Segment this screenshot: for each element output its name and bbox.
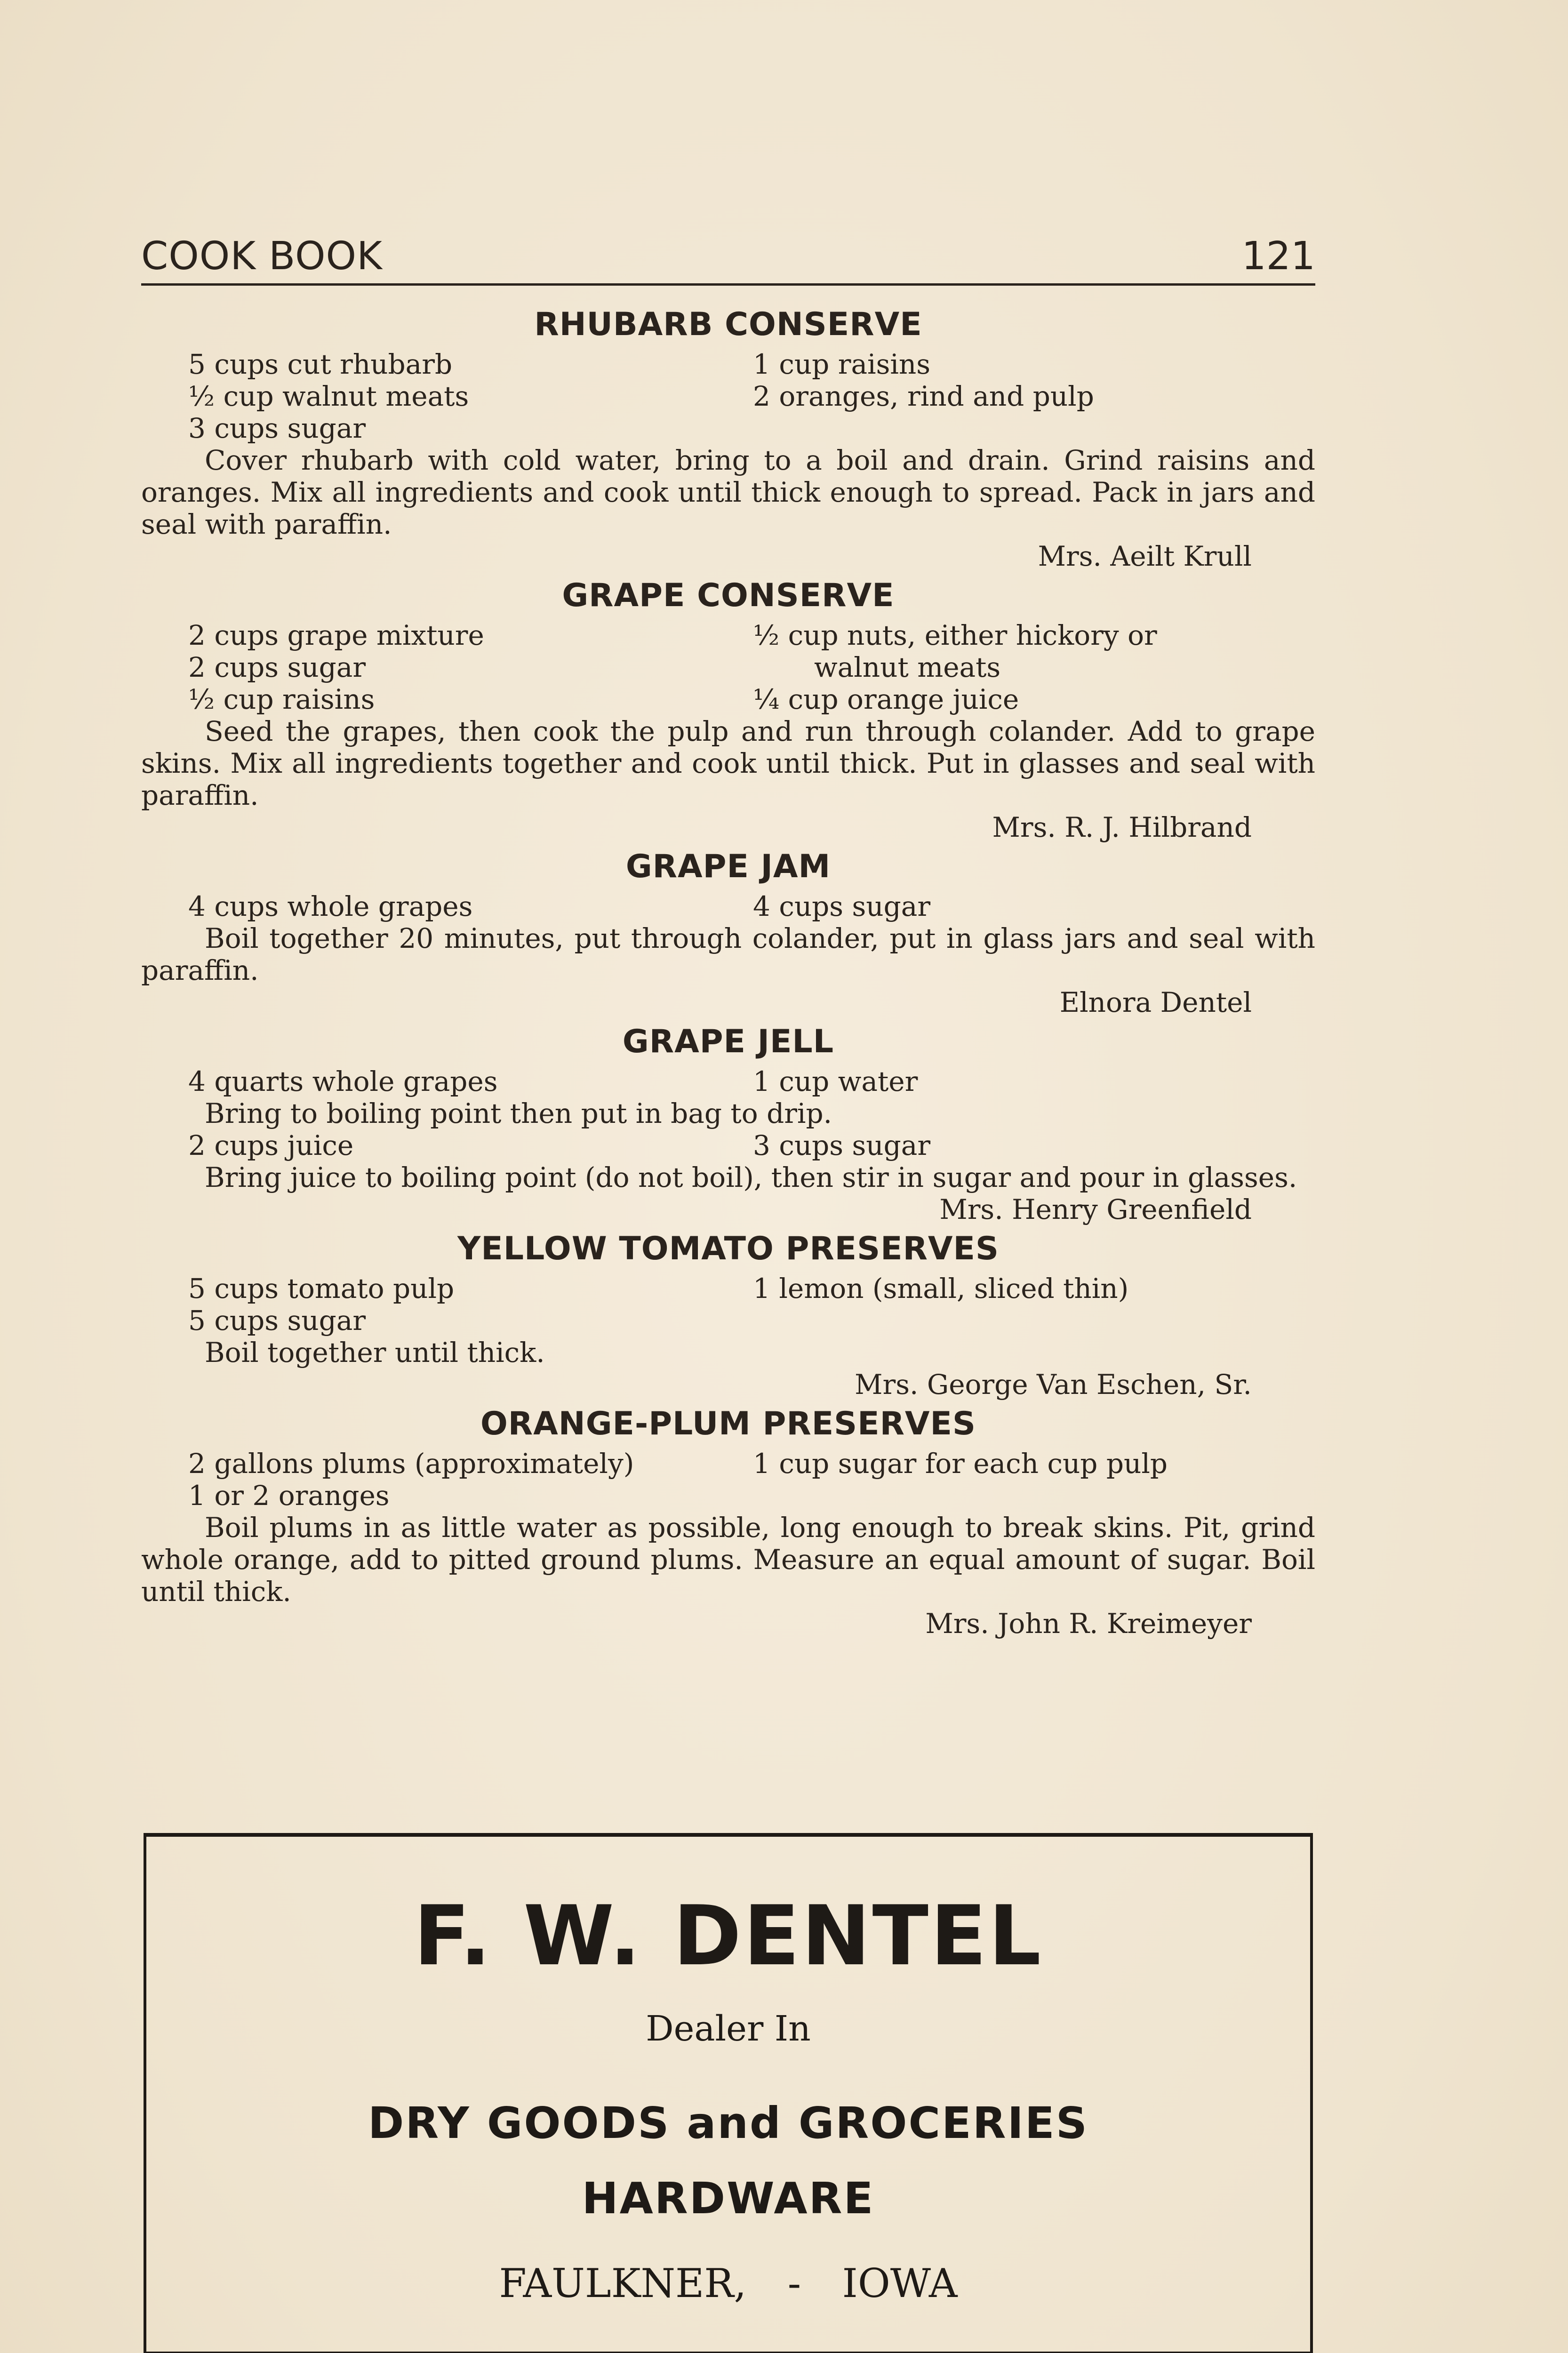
recipe-title: GRAPE CONSERVE [562, 577, 895, 614]
ingredient-row [141, 1305, 1315, 1337]
recipe-instructions: Seed the grapes, then cook the pulp and run through colander. Add to grape skins. Mix all ingredients together and cook until thick. Put in glasses and seal with paraffin. [141, 715, 1315, 811]
ingredient: 2 cups juice [188, 1129, 354, 1161]
recipe-grape-jam [141, 843, 1315, 1018]
advertisement [144, 1833, 1313, 2353]
page-header [141, 231, 1315, 286]
ingredient-row [141, 1480, 1315, 1512]
recipe-instructions: Boil plums in as little water as possible, long enough to break skins. Pit, grind whole orange, add to pitted ground plums. Measure an equal amount of sugar. Boil until thick. [141, 1512, 1315, 1608]
recipe-grape-jell [141, 1018, 1315, 1225]
ad-state: IOWA [842, 2260, 958, 2306]
ingredient: ½ cup nuts, either hickory or [753, 619, 1157, 651]
recipe-orange-plum-preserves [141, 1401, 1315, 1640]
recipe-title: YELLOW TOMATO PRESERVES [457, 1230, 999, 1267]
recipe-author: Mrs. George Van Eschen, Sr. [855, 1369, 1252, 1401]
recipe-title: ORANGE-PLUM PRESERVES [480, 1405, 976, 1442]
recipe-author: Mrs. John R. Kreimeyer [925, 1608, 1252, 1640]
ingredient-row [141, 1273, 1315, 1305]
ingredient: 5 cups sugar [188, 1305, 366, 1337]
ingredient: 1 or 2 oranges [188, 1480, 390, 1512]
recipe-title: GRAPE JELL [622, 1023, 834, 1060]
ingredient: ½ cup walnut meats [188, 380, 469, 412]
ingredient-row [141, 348, 1315, 380]
recipe-yellow-tomato-preserves [141, 1225, 1315, 1401]
ingredient: ¼ cup orange juice [753, 683, 1019, 715]
recipe-instructions: Boil together 20 minutes, put through colander, put in glass jars and seal with paraffin. [141, 922, 1315, 986]
ingredient-row [141, 412, 1315, 444]
ingredient: 1 lemon (small, sliced thin) [753, 1273, 1129, 1305]
ingredient-row [141, 619, 1315, 651]
ingredient: 4 cups whole grapes [188, 890, 473, 922]
ingredient: 5 cups tomato pulp [188, 1273, 455, 1305]
ingredient: 5 cups cut rhubarb [188, 348, 453, 380]
recipe-rhubarb-conserve [141, 301, 1315, 572]
recipe-instructions: Bring juice to boiling point (do not boil), then stir in sugar and pour in glasses. [205, 1161, 1297, 1193]
ingredient-row [141, 890, 1315, 922]
recipe-grape-conserve [141, 572, 1315, 843]
ingredient-row [141, 651, 1315, 683]
ingredient-row [141, 380, 1315, 412]
ingredient: 2 oranges, rind and pulp [753, 380, 1094, 412]
ad-location [146, 2260, 1310, 2306]
ingredient: 2 gallons plums (approximately) [188, 1448, 634, 1480]
recipe-title: GRAPE JAM [625, 848, 831, 885]
ingredient: 1 cup water [753, 1065, 918, 1097]
recipe-instructions: Bring to boiling point then put in bag to drip. [205, 1097, 832, 1129]
ad-hardware-line: HARDWARE [582, 2173, 875, 2224]
ingredient: 2 cups grape mixture [188, 619, 484, 651]
ingredient: 4 cups sugar [753, 890, 931, 922]
ingredient: 2 cups sugar [188, 651, 366, 683]
recipe-author: Elnora Dentel [1059, 986, 1252, 1018]
ingredient-row [141, 1448, 1315, 1480]
ingredient: 1 cup sugar for each cup pulp [753, 1448, 1168, 1480]
ad-business-name: F. W. DENTEL [413, 1889, 1043, 1984]
ad-city: FAULKNER, [499, 2260, 747, 2306]
recipes [141, 301, 1315, 1640]
ingredient-row [141, 1065, 1315, 1097]
ingredient-row [141, 1129, 1315, 1161]
ad-goods-line: DRY GOODS and GROCERIES [368, 2098, 1088, 2148]
ingredient: 3 cups sugar [188, 412, 366, 444]
recipe-author: Mrs. Aeilt Krull [1038, 540, 1252, 572]
ingredient: 1 cup raisins [753, 348, 931, 380]
ingredient-row [141, 683, 1315, 715]
book-title: COOK BOOK [141, 234, 383, 279]
ingredient: 3 cups sugar [753, 1129, 931, 1161]
ad-dealer-line: Dealer In [646, 2009, 811, 2049]
ad-dash: - [787, 2260, 801, 2306]
recipe-title: RHUBARB CONSERVE [534, 306, 922, 343]
recipe-author: Mrs. Henry Greenfield [939, 1193, 1252, 1225]
ingredient: walnut meats [814, 651, 1001, 683]
ingredient: ½ cup raisins [188, 683, 375, 715]
recipe-author: Mrs. R. J. Hilbrand [992, 811, 1252, 843]
ingredient: 4 quarts whole grapes [188, 1065, 498, 1097]
page-number: 121 [1241, 234, 1315, 279]
recipe-instructions: Boil together until thick. [205, 1337, 545, 1369]
recipe-instructions: Cover rhubarb with cold water, bring to a boil and drain. Grind raisins and oranges. Mix all ingredients and cook until thick enough to spread. Pack in jars and seal with paraffin. [141, 444, 1315, 540]
